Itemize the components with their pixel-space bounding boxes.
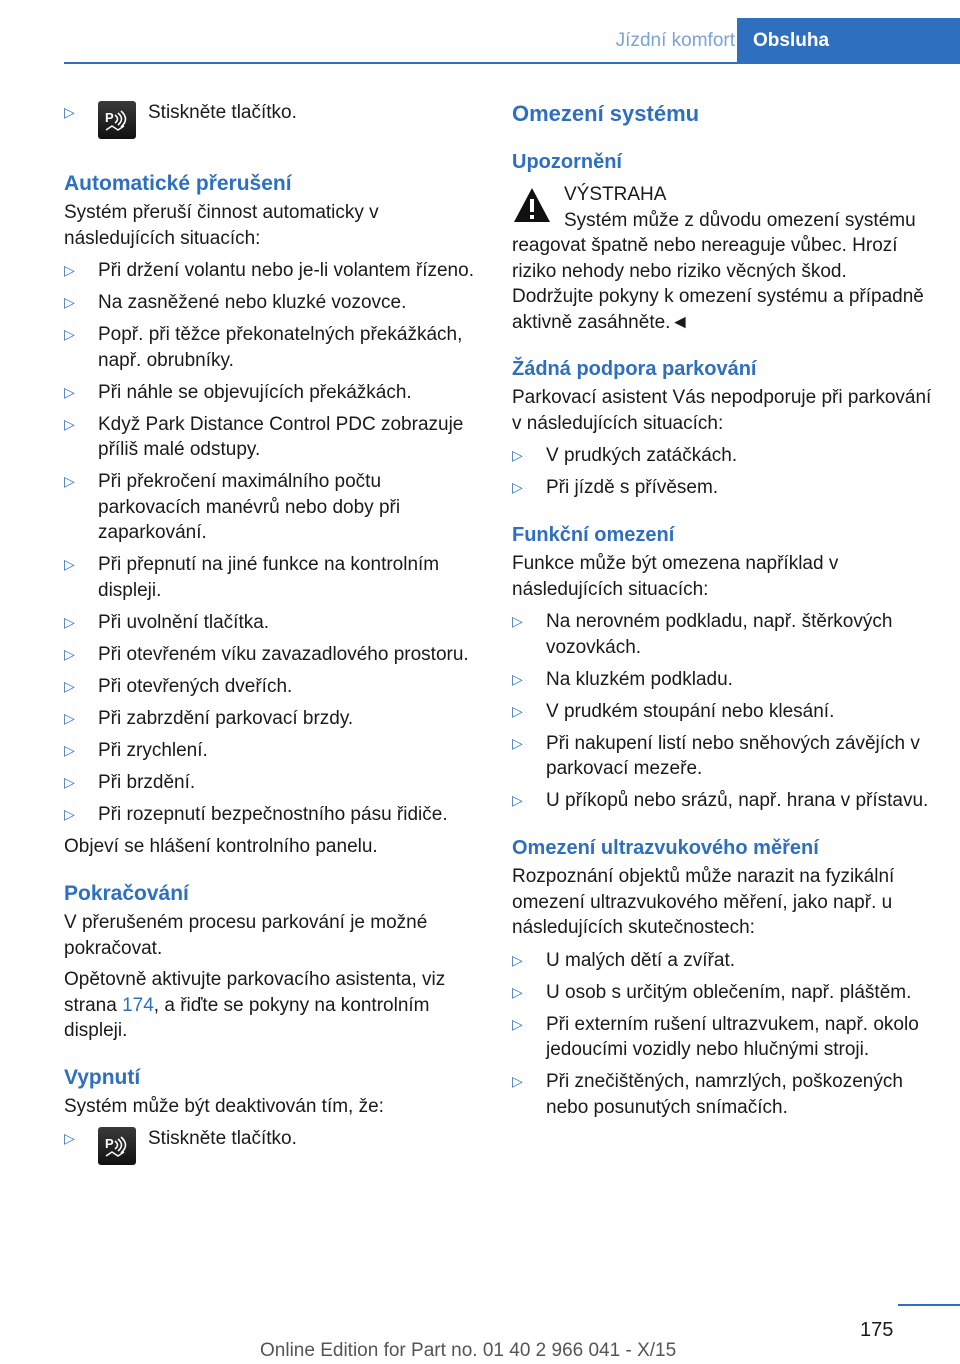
- triangle-right-icon: ▷: [64, 805, 75, 822]
- right-column: [512, 100, 932, 1127]
- list-item-text: Při jízdě s přívěsem.: [546, 477, 719, 498]
- triangle-right-icon: ▷: [64, 773, 75, 790]
- warning-label: VÝSTRAHA: [564, 184, 667, 205]
- list-item-text: Při otevřeném víku zavazadlového prostoru.: [98, 643, 469, 665]
- list-item: [512, 475, 932, 501]
- triangle-right-icon: ▷: [512, 792, 523, 808]
- switch-off-text: Systém může být deaktivován tím, že:: [64, 1095, 384, 1117]
- list-item: [64, 290, 482, 316]
- triangle-right-icon: ▷: [512, 734, 523, 751]
- triangle-right-icon: ▷: [64, 415, 75, 432]
- list-item: [512, 667, 932, 693]
- continue-instructions: [64, 967, 482, 1044]
- triangle-right-icon: ▷: [64, 294, 75, 310]
- triangle-right-icon: ▷: [512, 447, 523, 463]
- list-item-text: Při nakupení listí nebo sněhových závějích v parkovací mezeře.: [546, 732, 920, 779]
- continue-instructions-a: Opětovně aktivujte parkovacího asistenta, viz strana: [64, 969, 446, 1016]
- triangle-right-icon: ▷: [512, 613, 523, 629]
- continue-text: V přerušeném procesu parkování je možné pokračovat.: [64, 912, 428, 959]
- press-button-step: [64, 100, 482, 140]
- switch-off-heading: Vypnutí: [64, 1065, 141, 1089]
- list-item-text: U osob s určitým oblečením, např. pláštěm.: [546, 981, 912, 1003]
- list-item-text: V prudkém stoupání nebo klesání.: [546, 700, 835, 722]
- triangle-right-icon: ▷: [64, 645, 75, 662]
- function-limits-text: Funkce může být omezena například v následujících situacích:: [512, 553, 839, 600]
- list-item-text: Při otevřených dveřích.: [98, 675, 293, 697]
- system-limits-heading: Omezení systému: [512, 101, 700, 126]
- list-item-text: Při zrychlení.: [98, 739, 208, 761]
- list-item: [64, 412, 482, 463]
- list-item-text: Při rozepnutí bezpečnostního pásu řidiče.: [98, 803, 448, 825]
- triangle-right-icon: ▷: [64, 473, 75, 489]
- list-item: [64, 469, 482, 546]
- auto-interrupt-text: Systém přeruší činnost automaticky v následujících situacích:: [64, 202, 379, 249]
- triangle-right-icon: ▷: [64, 104, 75, 120]
- list-item: [512, 443, 932, 469]
- svg-text:P: P: [105, 1136, 114, 1151]
- list-item-text: Na nerovném podkladu, např. štěrkových vozovkách.: [546, 611, 893, 658]
- triangle-right-icon: ▷: [64, 556, 75, 572]
- warning-triangle-icon: [512, 186, 552, 224]
- triangle-right-icon: ▷: [64, 262, 75, 278]
- list-item-text: Při zabrzdění parkovací brzdy.: [98, 707, 354, 729]
- press-button-text: Stiskněte tlačítko.: [148, 1128, 297, 1149]
- list-item-text: U příkopů nebo srázů, např. hrana v přístavu.: [546, 790, 929, 811]
- triangle-right-icon: ▷: [512, 1073, 523, 1089]
- triangle-right-icon: ▷: [512, 702, 523, 719]
- svg-text:P: P: [105, 110, 114, 125]
- list-item-text: Při překročení maximálního počtu parkovacích manévrů nebo doby při zaparkování.: [98, 471, 401, 543]
- press-button-text: Stiskněte tlačítko.: [148, 102, 297, 123]
- no-support-text: Parkovací asistent Vás nepodporuje při parkování v následujících situacích:: [512, 387, 932, 434]
- park-assist-glyph: [102, 1131, 132, 1161]
- list-item: [512, 699, 932, 725]
- list-item: [512, 609, 932, 660]
- list-item: [64, 802, 482, 828]
- header-divider: [64, 62, 960, 64]
- auto-interrupt-heading: Automatické přerušení: [64, 172, 292, 195]
- triangle-right-icon: ▷: [64, 709, 75, 726]
- triangle-right-icon: ▷: [512, 670, 523, 687]
- continue-heading: Pokračování: [64, 882, 189, 905]
- list-item-text: Při držení volantu nebo je-li volantem řízeno.: [98, 260, 474, 281]
- left-column: [64, 100, 482, 1166]
- list-item: [64, 770, 482, 796]
- list-item-text: Při brzdění.: [98, 771, 196, 793]
- triangle-right-icon: ▷: [64, 613, 75, 630]
- list-item: [64, 610, 482, 636]
- triangle-right-icon: ▷: [64, 741, 75, 758]
- warning-text: Systém může z důvodu omezení systému reagovat špatně nebo nereaguje vůbec. Hrozí riziko nehody nebo riziko věcných škod. Dodržujte pokyny k omezení systému a případně aktivně zasáhněte.◄: [512, 209, 924, 333]
- footer-divider: [898, 1304, 960, 1306]
- triangle-right-icon: ▷: [512, 479, 523, 495]
- auto-interrupt-after: Objeví se hlášení kontrolního panelu.: [64, 835, 378, 857]
- function-limits-list: [512, 609, 932, 814]
- list-item-text: Při externím rušení ultrazvukem, např. okolo jedoucími vozidly nebo hlučnými stroji.: [546, 1013, 919, 1060]
- page-number: 175: [860, 1319, 894, 1341]
- list-item-text: Při uvolnění tlačítka.: [98, 611, 270, 633]
- list-item: [64, 706, 482, 732]
- triangle-right-icon: ▷: [512, 983, 523, 1000]
- triangle-right-icon: ▷: [64, 383, 75, 400]
- triangle-right-icon: ▷: [512, 1015, 523, 1032]
- warning-box: [512, 182, 932, 208]
- page-174-link[interactable]: 174: [122, 994, 154, 1016]
- list-item-text: Když Park Distance Control PDC zobrazuje příliš malé odstupy.: [98, 413, 464, 460]
- ultrasonic-text: Rozpoznání objektů může narazit na fyzikální omezení ultrazvukového měření, jako např. u následujících skutečnostech:: [512, 866, 895, 938]
- edition-footer: Online Edition for Part no. 01 40 2 966 041 - X/15: [260, 1340, 677, 1361]
- list-item-text: Při přepnutí na jiné funkce na kontrolním displeji.: [98, 554, 440, 601]
- warning-heading: Upozornění: [512, 151, 622, 173]
- list-item: [64, 258, 482, 284]
- list-item: [512, 731, 932, 782]
- list-item: [64, 380, 482, 406]
- list-item: [64, 322, 482, 373]
- list-item: [512, 1012, 932, 1063]
- list-item: [512, 788, 932, 814]
- list-item-text: Na kluzkém podkladu.: [546, 668, 733, 690]
- park-assist-button-icon[interactable]: [98, 1127, 136, 1165]
- ultrasonic-heading: Omezení ultrazvukového měření: [512, 837, 819, 859]
- no-support-heading: Žádná podpora parkování: [512, 358, 757, 380]
- list-item-text: U malých dětí a zvířat.: [546, 949, 736, 971]
- list-item: [64, 674, 482, 700]
- triangle-right-icon: ▷: [64, 326, 75, 342]
- ultrasonic-list: [512, 948, 932, 1121]
- list-item-text: Popř. při těžce překonatelných překážkách, např. obrubníky.: [98, 324, 463, 371]
- list-item-text: V prudkých zatáčkách.: [546, 445, 738, 466]
- no-support-list: [512, 443, 932, 501]
- park-assist-button-icon[interactable]: [98, 101, 136, 139]
- header-tab-jizdni-komfort[interactable]: Jízdní komfort: [615, 30, 735, 51]
- list-item: [64, 552, 482, 603]
- triangle-right-icon: ▷: [64, 1130, 75, 1146]
- list-item: [64, 642, 482, 668]
- list-item-text: Při náhle se objevujících překážkách.: [98, 381, 412, 403]
- list-item: [512, 980, 932, 1006]
- press-button-step-off: [64, 1126, 482, 1166]
- list-item-text: Na zasněžené nebo kluzké vozovce.: [98, 292, 407, 313]
- auto-interrupt-list: [64, 258, 482, 827]
- continue-instructions-b: , a řiďte se pokyny na kontrolním displeji.: [64, 994, 430, 1041]
- header-tab-obsluha[interactable]: Obsluha: [737, 18, 960, 63]
- list-item-text: Při znečištěných, namrzlých, poškozených nebo posunutých snímačích.: [546, 1071, 903, 1118]
- list-item: [512, 1069, 932, 1120]
- triangle-right-icon: ▷: [64, 677, 75, 694]
- function-limits-heading: Funkční omezení: [512, 524, 675, 546]
- list-item: [64, 738, 482, 764]
- triangle-right-icon: ▷: [512, 951, 523, 968]
- park-assist-glyph: [102, 105, 132, 135]
- list-item: [512, 948, 932, 974]
